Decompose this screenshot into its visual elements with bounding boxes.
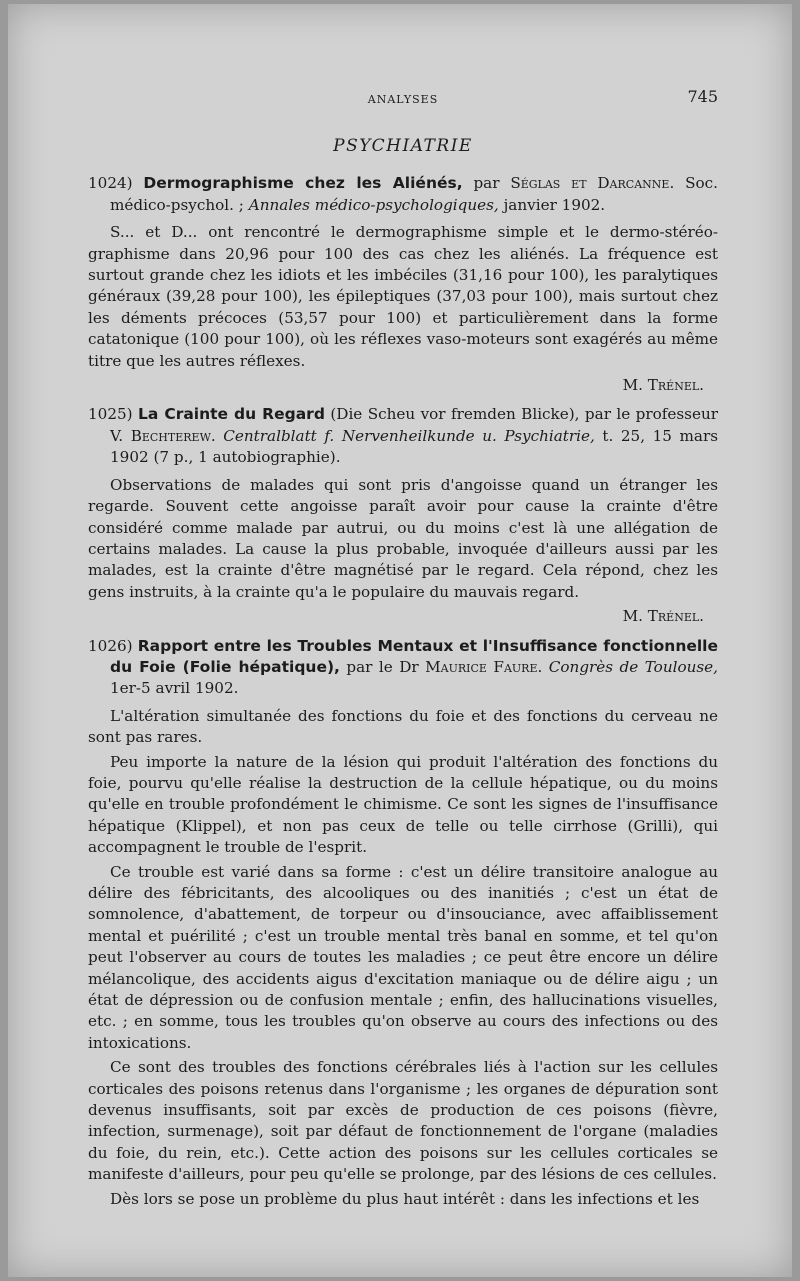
entry-date: t. 25, 15 mars 1902 (7 p., 1 autobiographie).: [110, 426, 718, 467]
paragraph: Ce sont des troubles des fonctions cérébrales liés à l'action sur les cellules corticales des poisons retenus dans l'organisme ; les organes de dépuration sont devenus insuffisants, soit par excès de production de ces poisons (fièvre, infection, surmenage), soit par défaut de fonctionnement de l'organe (maladies du foie, du rein, etc.). Cette action des poisons sur les cellules corticales se manifeste d'ailleurs, pour peu qu'elle se prolonge, par des lésions de ces cellules.: [88, 1058, 718, 1184]
entry-authors: V. Bechterew: [110, 426, 211, 445]
source-prefix: .: [537, 657, 549, 676]
byline-prefix: par: [462, 174, 511, 193]
signature: M. Trénel.: [622, 376, 704, 395]
running-head: ANALYSES: [367, 93, 439, 106]
source-prefix: . Soc. médico-psychol. ;: [110, 174, 718, 214]
entry-subtitle: (Die Scheu vor fremden Blicke), par le professeur: [324, 405, 718, 424]
entry-heading: [88, 636, 718, 700]
page-content: [88, 86, 718, 1213]
entry-number: 1026): [88, 636, 133, 655]
entry-title: Dermographisme chez les Aliénés,: [143, 174, 463, 193]
entry-heading: [88, 173, 718, 216]
entry-number: 1024): [88, 174, 133, 193]
entry-heading: [88, 404, 718, 468]
entry-1026: [88, 636, 718, 1211]
source-prefix: .: [210, 426, 224, 445]
journal-name: Centralblatt f. Nervenheilkunde u. Psychiatrie,: [223, 426, 595, 445]
entry-1024: [88, 173, 718, 396]
journal-name: Annales médico-psychologiques,: [248, 195, 499, 214]
entry-1025: [88, 404, 718, 627]
paragraph: L'altération simultanée des fonctions du foie et des fonctions du cerveau ne sont pas rares.: [88, 706, 718, 747]
entry-authors: Séglas et Darcanne: [510, 174, 670, 193]
entry-title: Rapport entre les Troubles Mentaux et l'Insuffisance fonctionnelle du Foie (Folie hépatique),: [110, 636, 718, 676]
byline-prefix: par le Dr: [339, 657, 426, 676]
section-title: PSYCHIATRIE: [333, 136, 473, 156]
paragraph: Peu importe la nature de la lésion qui produit l'altération des fonctions du foie, pourvu qu'elle réalise la destruction de la cellule hépatique, ou du moins qu'elle en trouble profondément le chimisme. Ce sont les signes de l'insuffisance hépatique (Klippel), et non pas ceux de telle ou telle cirrhose (Grilli), qui accompagnent le trouble de l'esprit.: [88, 752, 718, 857]
entry-authors: Maurice Faure: [425, 657, 538, 676]
paragraph: S... et D... ont rencontré le dermographisme simple et le dermo-stéréo-graphisme dans 20,96 pour 100 des cas chez les aliénés. La fréquence est surtout grande chez les idiots et les imbéciles (31,16 pour 100), les paralytiques généraux (39,28 pour 100), les épileptiques (37,03 pour 100), mais surtout chez les déments précoces (53,57 pour 100) et particulièrement dans la forme catatonique (100 pour 100), où les réflexes vaso-moteurs sont exagérés au même titre que les autres réflexes.: [88, 223, 718, 370]
entry-number: 1025): [88, 405, 133, 424]
paragraph: Dès lors se pose un problème du plus haut intérêt : dans les infections et les: [110, 1189, 700, 1208]
page-number: 745: [687, 87, 718, 106]
journal-name: Congrès de Toulouse,: [548, 657, 718, 676]
entry-date: janvier 1902.: [498, 195, 606, 214]
paragraph: Ce trouble est varié dans sa forme : c'est un délire transitoire analogue au délire des fébricitants, des alcooliques ou des inanitiés ; c'est un état de somnolence, d'abattement, de torpeur ou d'insouciance, avec affaiblissement mental et puérilité ; c'est un trouble mental très banal en somme, et tel qu'on peut l'observer au cours de toutes les maladies ; ce peut être encore un délire mélancolique, des accidents aigus d'excitation maniaque ou de délire aigu ; un état de dépression ou de confusion mentale ; enfin, des hallucinations visuelles, etc. ; en somme, tous les troubles qu'on observe au cours des infections ou des intoxications.: [88, 862, 718, 1052]
book-page: [8, 4, 792, 1277]
page-header: [88, 86, 718, 110]
signature: M. Trénel.: [622, 607, 704, 626]
paragraph: Observations de malades qui sont pris d'angoisse quand un étranger les regarde. Souvent cette angoisse paraît avoir pour cause la crainte d'être considéré comme malade par autrui, ou du moins c'est là une allégation de certains malades. La cause la plus probable, invoquée d'ailleurs aussi par les malades, est la crainte d'être magnétisé par le regard. Cela répond, chez les gens instruits, à la crainte qu'a le populaire du mauvais regard.: [88, 475, 718, 601]
entry-title: La Crainte du Regard: [138, 405, 325, 424]
entry-date: 1er-5 avril 1902.: [110, 679, 239, 698]
